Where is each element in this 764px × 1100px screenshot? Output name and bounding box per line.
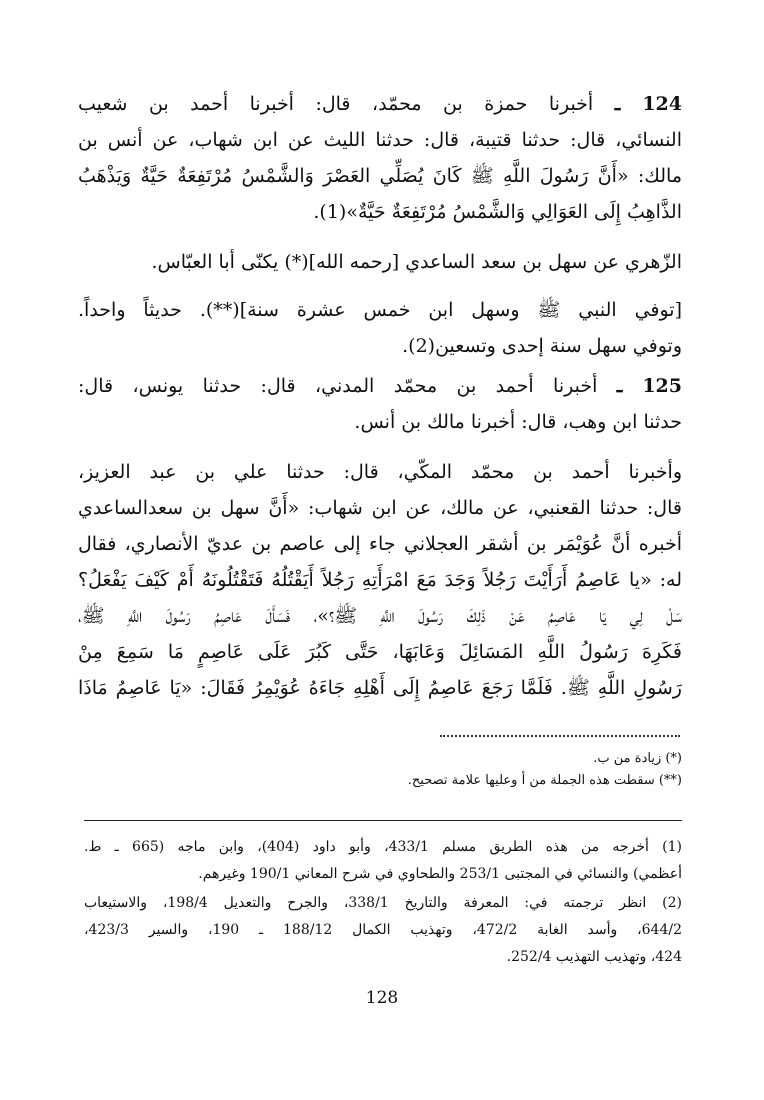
paragraph-makki-line-2: قال: حدثنا القعنبي، عن مالك، عن ابن شهاب: «أَنَّ سهل بن سعدالساعدي [78,497,682,519]
paragraph-makki-line-7: رَسُولِ اللَّهِ ﷺ. فَلَمَّا رَجَعَ عَاصِمُ إِلَى أَهْلِهِ جَاءَهُ عُوَيْمِرُ فَقَالَ: «يَا عَاصِمُ مَاذَا [78,677,682,699]
page-number: 128 [365,988,399,1008]
paragraph-makki-line-5: سَلْ لِي يَا عَاصِمُ عَنْ ذَلِكَ رَسُولَ اللَّهِ ﷺ؟»، فَسَأَلَ عَاصِمُ رَسُولَ اللَّهِ ﷺ، [78,605,682,627]
paragraph-125-line-1-text: أخبرنا أحمد بن محمّد المدني، قال: حدثنا يونس، قال: [78,375,598,397]
footnote-1-line-1: (1) أخرجه من هذه الطريق مسلم 433/1، وأبو داود (404)، وابن ماجه (665 ـ ط. [84,839,682,855]
dotted-separator [440,735,680,737]
paragraph-124-line-3: مالك: «أَنَّ رَسُولَ اللَّهِ ﷺ كَانَ يُصَلِّي العَصْرَ وَالشَّمْسُ مُرْتَفِعَةٌ حَيَّةٌ وَيَذْهَبُ [78,165,682,187]
paragraph-124 [78,86,682,230]
paragraph-makki-line-6: فَكَرِهَ رَسُولُ اللَّهِ المَسَائِلَ وَعَابَهَا، حَتَّى كَبُرَ عَلَى عَاصِمٍ مَا سَمِعَ مِنْ [78,641,682,663]
footnote-1-line-2: أعظمي) والنسائي في المجتبى 253/1 والطحاوي في شرح المعاني 190/1 وغيرهم. [198,866,682,882]
hadith-number-125: 125 ـ [616,375,682,397]
paragraph-makki-line-4: له: «يا عَاصِمُ أَرَأَيْتَ رَجُلاً وَجَدَ مَعَ امْرَأَتِهِ رَجُلاً أَيَقْتُلُهُ فَتَقْتُلُونَهُ أَمْ كَيْفَ يَفْعَلُ؟ [78,569,682,591]
paragraph-124-line-1 [78,86,682,122]
paragraph-124-line-2: النسائي، قال: حدثنا قتيبة، قال: حدثنا الليث عن ابن شهاب، عن أنس بن [78,129,682,151]
zuhri-note-line: الزّهري عن سهل بن سعد الساعدي [رحمه الله](*) يكنّى أبا العبّاس. [151,251,682,273]
editor-notes [300,748,682,792]
hadith-number-124: 124 ـ [614,93,682,115]
editor-note-1: (*) زيادة من ب. [593,751,682,766]
paragraph-makki [78,454,682,706]
footnote-rule [84,820,682,821]
paragraph-makki-line-3: أخبره أنَّ عُوَيْمَر بن أشقر العجلاني جاء إلى عاصم بن عديّ الأنصاري، فقال [78,533,682,555]
editor-note-2: (**) سقطت هذه الجملة من أ وعليها علامة تصحيح. [407,773,682,788]
footnote-1 [84,834,682,888]
paragraph-125-line-1 [78,368,682,404]
paragraph-124-line-4: الذَّاهِبُ إِلَى العَوَالِي وَالشَّمْسُ مُرْتَفِعَةٌ حَيَّةٌ»(1). [313,201,682,223]
zuhri-note [78,244,682,280]
footnote-2 [84,890,682,971]
death-note-line-2: وتوفي سهل سنة إحدى وتسعين(2). [402,335,682,357]
footnote-2-line-1: (2) انظر ترجمته في: المعرفة والتاريخ 338/1، والجرح والتعديل 198/4، والاستيعاب [84,895,682,911]
footnote-2-line-3: 424، وتهذيب التهذيب 252/4. [506,949,682,965]
paragraph-makki-line-1: وأخبرنا أحمد بن محمّد المكّي، قال: حدثنا علي بن عبد العزيز، [78,461,682,483]
footnote-2-line-2: 644/2، وأسد الغابة 472/2، وتهذيب الكمال 188/12 ـ 190، والسير 423/3، [84,922,682,938]
death-note [78,292,682,364]
death-note-line-1: [توفي النبي ﷺ وسهل ابن خمس عشرة سنة](**). حديثاً واحداً. [78,299,682,321]
paragraph-125 [78,368,682,440]
paragraph-125-line-2: حدثنا ابن وهب، قال: أخبرنا مالك بن أنس. [354,411,682,433]
paragraph-124-line-1-text: أخبرنا حمزة بن محمّد، قال: أخبرنا أحمد بن شعيب [78,93,594,115]
